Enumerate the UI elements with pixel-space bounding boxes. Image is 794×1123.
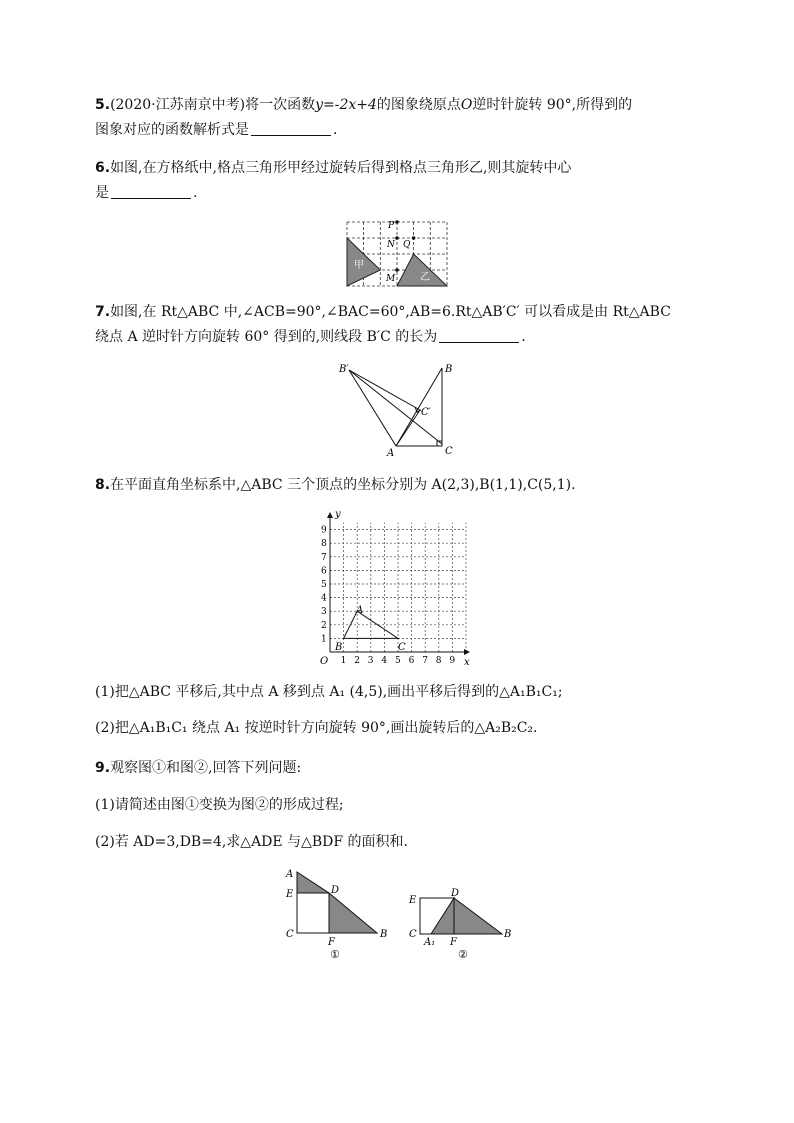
q5-line2 — [95, 120, 337, 140]
point-B-label: B — [335, 642, 343, 653]
q7-answer-blank — [439, 328, 519, 343]
q7-period: . — [521, 329, 526, 345]
q5-text-b: 的图象绕原点 — [376, 97, 461, 113]
origin-label: O — [320, 656, 329, 667]
point-A-label: A — [356, 605, 364, 616]
q9-intro — [95, 758, 301, 778]
fig2-label-D: D — [451, 888, 460, 899]
fig1-label-F: F — [328, 937, 335, 948]
label-A: A — [387, 448, 395, 459]
fig2-label-B: B — [504, 929, 512, 940]
point-C-label: C — [398, 642, 406, 653]
fig1-label-A: A — [286, 869, 294, 880]
label-C-prime: C′ — [421, 407, 431, 418]
label-jia: 甲 — [354, 260, 364, 271]
q9-sub2-text: (2)若 AD=3,DB=4,求△ADE 与△BDF 的面积和. — [95, 834, 408, 850]
q8-sub2-text: (2)把△A₁B₁C₁ 绕点 A₁ 按逆时针方向旋转 90°,画出旋转后的△A₂B₂C₂. — [95, 720, 538, 736]
q9-sub2 — [95, 832, 408, 852]
q6-text-b: 是 — [95, 185, 109, 201]
label-B: B — [445, 364, 453, 375]
fig1-label-C: C — [286, 929, 294, 940]
y-tick-label: 3 — [321, 607, 327, 618]
q5-number: 5. — [95, 97, 111, 113]
x-tick-label: 9 — [449, 656, 456, 666]
x-axis-arrow — [464, 649, 470, 655]
q6-text-a: 如图,在方格纸中,格点三角形甲经过旋转后得到格点三角形乙,则其旋转中心 — [110, 160, 572, 176]
label-yi: 乙 — [420, 272, 430, 283]
y-axis-label: y — [335, 509, 341, 520]
x-tick-label: 1 — [340, 656, 347, 666]
q7-line2 — [95, 327, 526, 347]
fig1-label-D: D — [331, 885, 340, 896]
y-tick-label: 2 — [321, 620, 327, 631]
q5-text-c: 逆时针旋转 90°,所得到的 — [472, 97, 633, 113]
q8-intro — [95, 475, 576, 495]
q6-period: . — [193, 185, 198, 201]
q5-answer-blank — [251, 121, 331, 136]
x-axis-label: x — [464, 657, 470, 668]
x-tick-label: 5 — [395, 656, 401, 666]
q8-sub2 — [95, 718, 538, 738]
q5-origin: O — [460, 97, 473, 113]
q6-answer-blank — [111, 184, 191, 199]
q8-number: 8. — [95, 477, 111, 493]
q8-coordinate-grid — [312, 508, 472, 670]
x-tick-label: 2 — [354, 656, 360, 666]
y-tick-label: 6 — [321, 566, 327, 577]
y-tick-label: 5 — [321, 580, 327, 590]
label-N: N — [387, 240, 395, 250]
q6-figure — [345, 218, 450, 290]
q7-text-a: 如图,在 Rt△ABC 中,∠ACB=90°,∠BAC=60°,AB=6.Rt△AB′C′ 可以看成是由 Rt△ABC — [110, 304, 671, 320]
q9-figure-2 — [408, 888, 511, 961]
x-tick-label: 7 — [422, 656, 428, 666]
q8-sub1 — [95, 682, 563, 702]
label-B-prime: B′ — [339, 364, 349, 375]
label-Q: Q — [403, 240, 411, 250]
label-M: M — [386, 274, 396, 284]
fig1-caption: ① — [330, 948, 340, 961]
fig2-caption: ② — [458, 948, 468, 961]
q9-number: 9. — [95, 760, 111, 776]
fig2-label-A1: A₁ — [424, 937, 436, 948]
y-tick-label: 9 — [321, 525, 327, 536]
label-P: P — [388, 221, 395, 231]
q5-period: . — [333, 122, 338, 138]
q9-sub1-text: (1)请简述由图①变换为图②的形成过程; — [95, 797, 344, 813]
q9-sub1 — [95, 795, 344, 815]
q6-line1 — [95, 158, 571, 178]
q6-number: 6. — [95, 160, 111, 176]
q5-line1 — [95, 95, 632, 115]
q6-line2 — [95, 183, 197, 203]
y-tick-label: 7 — [321, 552, 327, 563]
q8-sub1-text: (1)把△ABC 平移后,其中点 A 移到点 A₁ (4,5),画出平移后得到的△A₁B₁C₁; — [95, 684, 563, 700]
q7-figure — [335, 360, 465, 460]
label-C: C — [445, 446, 453, 457]
fig2-label-E: E — [409, 895, 417, 906]
fig2-label-F: F — [450, 937, 457, 948]
q9-figures — [280, 865, 520, 965]
q7-line1 — [95, 302, 671, 322]
q9-text: 观察图①和图②,回答下列问题: — [110, 760, 302, 776]
y-axis-arrow — [327, 512, 333, 518]
fig1-label-B: B — [380, 929, 388, 940]
y-tick-label: 4 — [321, 593, 327, 604]
q5-function: y=-2x+4 — [315, 97, 377, 113]
q5-text-d: 图象对应的函数解析式是 — [95, 122, 249, 138]
q9-figure-1 — [285, 869, 387, 961]
x-tick-label: 8 — [435, 656, 442, 666]
q5-text-a: (2020·江苏南京中考)将一次函数 — [110, 97, 316, 113]
x-tick-label: 6 — [408, 656, 415, 666]
y-tick-label: 1 — [321, 634, 327, 645]
q7-text-b: 绕点 A 逆时针方向旋转 60° 得到的,则线段 B′C 的长为 — [95, 329, 438, 345]
fig2-label-C: C — [409, 929, 417, 940]
q7-number: 7. — [95, 304, 111, 320]
fig1-label-E: E — [286, 889, 294, 900]
x-tick-label: 4 — [381, 656, 388, 666]
y-tick-label: 8 — [321, 539, 327, 550]
x-tick-label: 3 — [367, 656, 374, 666]
q8-text: 在平面直角坐标系中,△ABC 三个顶点的坐标分别为 A(2,3),B(1,1),C(5,1). — [110, 477, 576, 493]
